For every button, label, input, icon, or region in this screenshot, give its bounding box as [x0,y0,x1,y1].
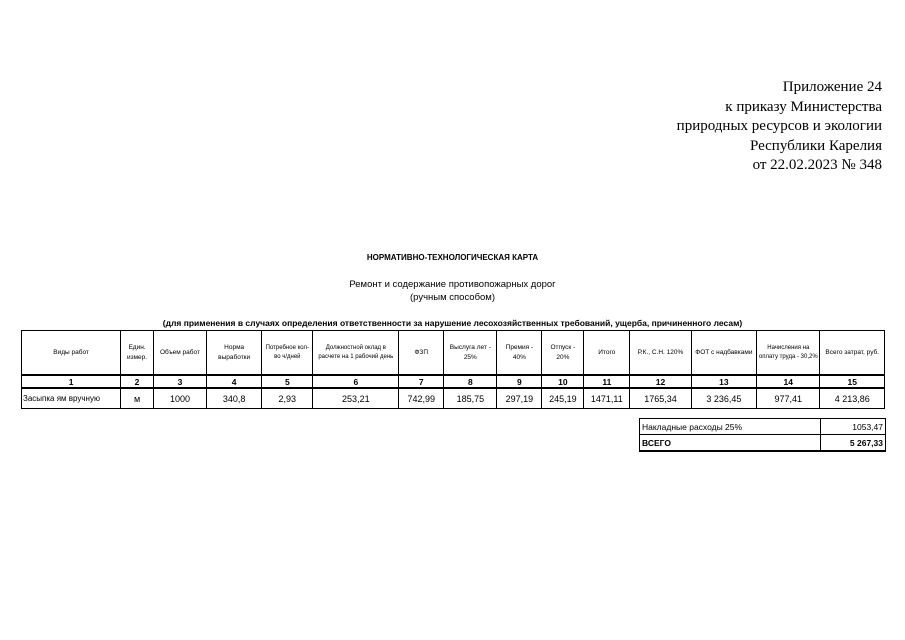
regional-coef-cell: 1765,34 [630,388,691,409]
column-number: 11 [584,375,630,388]
column-number: 9 [497,375,542,388]
appendix-line: Республики Карелия [749,137,882,154]
header-cell: Выслуга лет - 25% [444,331,497,376]
document-subtitle: Ремонт и содержание противопожарных дорог [349,279,556,290]
header-cell: Всего затрат, руб. [820,331,885,376]
unit-cell: м [121,388,154,409]
header-cell: Должностной оклад в расчете на 1 рабочий день [313,331,399,376]
column-number: 1 [22,375,121,388]
header-cell: Начисления на оплату труда - 30,2% [757,331,820,376]
column-number: 4 [207,375,262,388]
totals-table [639,418,886,452]
man-days-cell: 2,93 [262,388,313,409]
appendix-line: Приложение 24 [782,79,882,95]
appendix-line: природных ресурсов и экологии [676,118,882,134]
column-number: 10 [542,375,584,388]
accruals-cell: 977,41 [757,388,820,409]
header-cell: Потребное кол-во ч/дней [262,331,313,376]
header-cell: Итого [584,331,630,376]
header-cell: ФОТ с надбавками [691,331,756,376]
wage-fund-cell: 3 236,45 [691,388,756,409]
header-cell: Един. измер. [121,331,154,376]
column-number: 12 [630,375,691,388]
grand-total-value: 5 267,33 [821,435,886,452]
norm-cell: 340,8 [207,388,262,409]
grand-total-label: ВСЕГО [640,435,821,452]
header-cell: Отпуск - 20% [542,331,584,376]
bonus-cell: 297,19 [497,388,542,409]
appendix-block [677,78,882,176]
header-cell: Норма выработки [207,331,262,376]
column-number: 2 [121,375,154,388]
vacation-cell: 245,19 [542,388,584,409]
document-title: НОРМАТИВНО-ТЕХНОЛОГИЧЕСКАЯ КАРТА [366,253,539,262]
grand-total-row [640,435,886,452]
column-number-row [22,375,885,388]
column-number: 8 [444,375,497,388]
column-number: 3 [153,375,206,388]
appendix-line: к приказу Министерства [725,98,882,115]
column-number: 7 [399,375,444,388]
header-cell: Виды работ [22,331,121,376]
payroll-fund-cell: 742,99 [399,388,444,409]
header-cell: Премия - 40% [497,331,542,376]
total-cost-cell: 4 213,86 [820,388,885,409]
appendix-line: от 22.02.2023 № 348 [752,157,882,173]
overhead-value: 1053,47 [821,419,886,435]
column-number: 14 [757,375,820,388]
volume-cell: 1000 [153,388,206,409]
column-number: 5 [262,375,313,388]
document-purpose: (для применения в случаях определения ответственности за нарушение лесохозяйственных требований, ущерба, причиненного лесам) [162,318,743,328]
overhead-label: Накладные расходы 25% [640,419,821,435]
column-number: 6 [313,375,399,388]
header-cell: Объем работ [153,331,206,376]
subtotal-cell: 1471,11 [584,388,630,409]
header-cell: ФЗП [399,331,444,376]
header-cell: Р.К., С.Н. 120% [630,331,691,376]
table-header-row [22,331,885,376]
work-type-cell: Засыпка ям вручную [22,388,121,409]
norm-table [21,330,885,409]
column-number: 13 [691,375,756,388]
document-subtitle-method: (ручным способом) [409,292,496,303]
daily-salary-cell: 253,21 [313,388,399,409]
overhead-row [640,419,886,435]
table-row [22,388,885,409]
seniority-cell: 185,75 [444,388,497,409]
column-number: 15 [820,375,885,388]
